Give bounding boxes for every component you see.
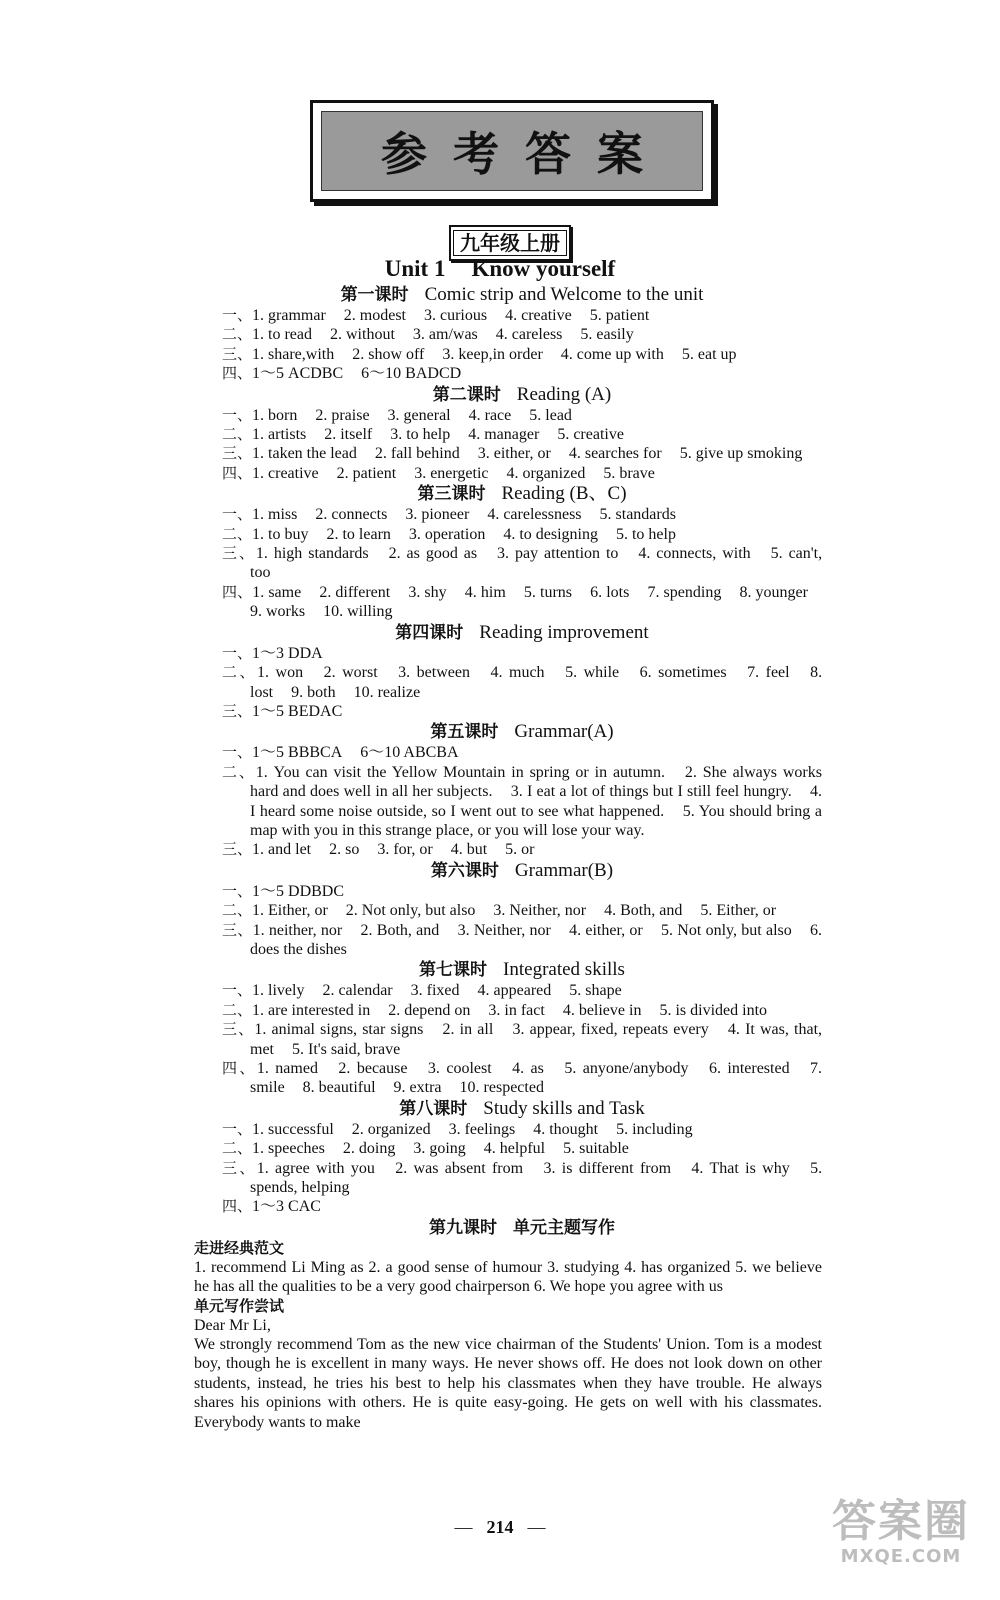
answer-item: 2. depend on — [388, 1001, 471, 1019]
answer-item: 4. carelessness — [487, 506, 582, 524]
answer-item: 5. while — [565, 664, 620, 682]
answer-line — [222, 583, 822, 622]
grade-label: 九年级上册 — [453, 230, 567, 256]
question-number: 四、 — [222, 1059, 257, 1077]
answer-item: 4. careless — [495, 326, 563, 344]
answer-item: 9. extra — [393, 1079, 442, 1097]
answer-item: 1～5 ACDBC — [252, 365, 344, 383]
answer-item: 10. willing — [323, 603, 393, 621]
answer-line — [222, 921, 822, 960]
page-title: 参考答案 — [381, 127, 669, 181]
question-number: 三、 — [222, 1020, 255, 1039]
answer-item: 1. miss — [252, 506, 298, 524]
answer-line — [222, 1139, 822, 1158]
answer-content — [194, 284, 823, 1432]
answer-item: 7. feel — [747, 664, 790, 682]
section-lesson: 第五课时 — [430, 722, 499, 743]
answer-line — [222, 763, 822, 841]
question-number: 一、 — [222, 306, 253, 324]
answer-item: 2. connects — [315, 506, 388, 524]
answer-item: 1. grammar — [252, 307, 326, 324]
answer-item: 3. pay attention to — [497, 545, 619, 563]
answer-item: 1. Either, or — [252, 902, 328, 920]
question-number: 四、 — [222, 364, 253, 383]
section-topic: 单元主题写作 — [513, 1217, 615, 1238]
answer-item: 6～10 ABCBA — [360, 744, 459, 762]
answer-item: 5. including — [616, 1120, 693, 1138]
answer-item: 3. am/was — [412, 326, 478, 344]
question-number: 二、 — [222, 901, 253, 920]
answer-line — [222, 1159, 822, 1198]
answer-item: 2. as good as — [388, 545, 478, 563]
answer-item: 1. share,with — [252, 345, 335, 363]
answer-item: 4. thought — [533, 1120, 599, 1138]
answer-item: 5. give up smoking — [679, 445, 803, 463]
answer-item: 4. him — [464, 583, 506, 601]
model-answers: 1. recommend Li Ming as 2. a good sense of humour 3. studying 4. has organized 5. we believe he has all the qualities to be a very good chairperson 6. We hope you agree with us — [194, 1258, 822, 1296]
answer-item: 1. creative — [252, 464, 319, 482]
answer-item: 3. shy — [408, 583, 447, 601]
answer-item: 3. appear, fixed, repeats every — [512, 1021, 709, 1039]
answer-item: 1. and let — [252, 841, 312, 859]
answer-item: 2. was absent from — [395, 1159, 524, 1177]
answer-line — [222, 425, 822, 444]
answer-item: 5. turns — [523, 583, 572, 601]
answer-item: 2. Both, and — [360, 921, 440, 939]
section-topic: Comic strip and Welcome to the unit — [424, 284, 704, 305]
answer-item: 2. fall behind — [374, 445, 460, 463]
answer-line — [222, 981, 822, 1000]
answer-item: 5. shape — [569, 982, 622, 1000]
answer-item: 3. Neither, nor — [457, 921, 551, 939]
answer-item: 1～5 BEDAC — [252, 702, 343, 720]
answer-item: 4. come up with — [560, 345, 664, 363]
answer-item: 3. between — [398, 664, 470, 682]
answer-item: 1～5 DDBDC — [252, 882, 345, 900]
section-heading — [222, 860, 822, 882]
question-number: 三、 — [222, 444, 253, 463]
answer-item: 3. feelings — [448, 1120, 516, 1138]
section-topic: Reading improvement — [479, 621, 649, 643]
answer-item: 2. praise — [315, 406, 370, 424]
answer-item: 1. born — [252, 406, 298, 424]
answer-item: 3. general — [387, 406, 451, 424]
question-number: 二、 — [222, 762, 256, 781]
answer-item: 2. without — [330, 326, 395, 344]
section-heading — [222, 622, 822, 644]
answer-item: 1. You can visit the Yellow Mountain in spring or in autumn. — [255, 763, 665, 781]
answer-line — [222, 663, 822, 702]
section-topic: Reading (B、C) — [501, 483, 627, 505]
answer-item: 2. Not only, but also — [345, 902, 476, 920]
watermark-logo — [832, 1498, 970, 1567]
answer-item: 2. in all — [442, 1021, 494, 1039]
writing-block — [194, 1239, 822, 1432]
section-lesson: 第一课时 — [340, 285, 409, 305]
page-number: — 214 — — [454, 1517, 546, 1537]
answer-item: 2. different — [319, 583, 391, 601]
answer-item: 9. both — [291, 683, 336, 701]
answer-item: 5. It's said, brave — [292, 1040, 401, 1058]
answer-item: 5. Not only, but also — [661, 921, 792, 939]
answer-line — [222, 464, 822, 483]
answer-item: 2. worst — [323, 664, 378, 682]
question-number: 二、 — [222, 1139, 253, 1158]
answer-item: 4. but — [450, 841, 488, 859]
answer-item: 1. animal signs, star signs — [254, 1021, 424, 1039]
question-number: 二、 — [222, 663, 258, 682]
question-number: 二、 — [222, 425, 253, 444]
answer-item: 5. easily — [580, 326, 634, 344]
answer-item: 4. to designing — [503, 525, 598, 543]
answer-item: 5. patient — [589, 307, 650, 324]
answer-item: 1. neither, nor — [252, 921, 343, 939]
question-number: 二、 — [222, 524, 253, 543]
answer-item: 5. brave — [603, 464, 655, 482]
answer-item: 2. doing — [342, 1140, 396, 1158]
answer-item: 3. operation — [408, 525, 486, 543]
answer-item: 3. energetic — [414, 464, 489, 482]
answer-item: 1. won — [257, 664, 304, 682]
answer-item: 4. I heard some noise outside, so I went out to see what happened. — [250, 783, 823, 820]
question-number: 一、 — [222, 505, 253, 524]
answer-item: 4. helpful — [483, 1140, 546, 1158]
unit-number: Unit 1 — [384, 256, 446, 281]
section-heading — [222, 384, 822, 406]
answer-item: 3. coolest — [427, 1060, 492, 1077]
question-number: 四、 — [222, 582, 253, 601]
answer-item: 2. modest — [343, 307, 406, 324]
section-topic: Integrated skills — [503, 959, 625, 981]
question-number: 三、 — [222, 344, 253, 363]
question-number: 一、 — [222, 643, 253, 662]
answer-line — [222, 306, 822, 325]
answer-item: 5. standards — [599, 506, 676, 524]
answer-line — [222, 1120, 822, 1139]
page-number-text: 214 — [486, 1517, 514, 1537]
answer-item: 7. spending — [647, 583, 722, 601]
answer-item: 1. to read — [252, 326, 312, 344]
answer-item: 4. as — [512, 1060, 544, 1077]
answer-item: 4. either, or — [569, 921, 643, 939]
answer-item: 3. curious — [423, 307, 488, 324]
subheading-practice: 单元写作尝试 — [194, 1296, 285, 1315]
question-number: 三、 — [222, 1158, 257, 1177]
section-lesson: 第四课时 — [395, 622, 464, 643]
answer-item: 4. believe in — [562, 1001, 642, 1019]
answer-item: 2. so — [329, 841, 360, 859]
answer-item: 2. itself — [324, 426, 373, 444]
answer-line — [222, 901, 822, 920]
answer-item: 1. agree with you — [256, 1159, 375, 1177]
answer-item: 3. keep,in order — [442, 345, 543, 363]
answer-line — [222, 444, 822, 463]
answer-item: 1～3 CAC — [252, 1198, 321, 1216]
answer-item: 1. artists — [252, 426, 307, 444]
answer-item: 2. because — [338, 1060, 408, 1077]
answer-item: 1. to buy — [252, 525, 309, 543]
answer-item: 5. is divided into — [659, 1001, 768, 1019]
question-number: 二、 — [222, 325, 253, 344]
answer-item: 3. pioneer — [405, 506, 470, 524]
question-number: 三、 — [222, 840, 253, 859]
answer-item: 2. She always works hard and does well in all her subjects. — [250, 763, 822, 801]
section-heading — [222, 1098, 822, 1120]
answer-item: 1. are interested in — [252, 1001, 371, 1019]
answer-line — [222, 325, 822, 344]
answer-item: 6. does the dishes — [250, 921, 823, 958]
section-heading — [222, 284, 822, 306]
answer-item: 6. sometimes — [639, 664, 727, 682]
question-number: 一、 — [222, 881, 253, 900]
answer-item: 5. or — [505, 841, 535, 859]
answer-item: 1. lively — [252, 982, 305, 1000]
answer-item: 4. It was, that, met — [250, 1021, 823, 1058]
answer-item: 3. going — [413, 1140, 466, 1158]
answer-line — [222, 525, 822, 544]
answer-item: 4. searches for — [568, 445, 662, 463]
answer-line — [222, 544, 822, 583]
answer-item: 8. younger — [739, 583, 808, 601]
answer-line — [222, 345, 822, 364]
answer-item: 3. Neither, nor — [493, 902, 587, 920]
answer-item: 1. successful — [252, 1120, 334, 1138]
answer-item: 5. can't, too — [250, 545, 823, 582]
question-number: 一、 — [222, 743, 253, 762]
answer-item: 5. creative — [557, 426, 624, 444]
answer-item: 3. I eat a lot of things but I still feel hungry. — [510, 783, 792, 801]
answer-item: 8. beautiful — [302, 1079, 376, 1097]
answer-item: 4. connects, with — [638, 545, 751, 563]
answer-line — [222, 882, 822, 901]
section-lesson: 第三课时 — [417, 484, 486, 505]
subheading-model: 走进经典范文 — [194, 1238, 285, 1257]
answer-item: 2. patient — [336, 464, 397, 482]
title-banner — [321, 111, 703, 191]
answer-item: 1. high standards — [255, 545, 369, 563]
answer-item: 3. in fact — [488, 1001, 545, 1019]
letter-greeting: Dear Mr Li, — [194, 1316, 271, 1334]
answer-item: 5. spends, helping — [250, 1159, 823, 1197]
section-lesson: 第九课时 — [429, 1217, 497, 1238]
answer-item: 4. much — [490, 664, 545, 682]
answer-item: 3. fixed — [410, 982, 460, 1000]
answer-item: 5. suitable — [563, 1140, 629, 1158]
question-number: 四、 — [222, 1197, 253, 1216]
answer-item: 4. organized — [506, 464, 586, 482]
watermark-big: 答案圈 — [832, 1496, 970, 1547]
answer-item: 1～3 DDA — [252, 644, 323, 662]
question-number: 三、 — [222, 920, 253, 939]
answer-item: 4. Both, and — [604, 902, 683, 920]
answer-item: 3. either, or — [477, 445, 551, 463]
section-heading — [222, 1217, 822, 1239]
answer-line — [222, 644, 822, 663]
answer-item: 10. respected — [459, 1079, 544, 1097]
section-lesson: 第二课时 — [432, 384, 501, 405]
answer-item: 4. appeared — [477, 982, 552, 1000]
answer-line — [222, 406, 822, 425]
answer-item: 5. eat up — [681, 345, 737, 363]
answer-item: 8. lost — [250, 664, 823, 701]
answer-item: 3. is different from — [543, 1159, 672, 1177]
section-topic: Grammar(A) — [514, 721, 614, 743]
answer-item: 9. works — [250, 603, 306, 621]
section-topic: Reading (A) — [516, 383, 612, 405]
answer-line — [222, 743, 822, 762]
watermark-small: MXQE.COM — [840, 1546, 962, 1567]
answer-item: 3. to help — [390, 426, 451, 444]
answer-item: 4. manager — [468, 426, 540, 444]
answer-item: 2. organized — [351, 1120, 431, 1138]
answer-item: 1. taken the lead — [252, 445, 357, 463]
answer-item: 6. interested — [708, 1060, 790, 1077]
letter-body: We strongly recommend Tom as the new vice chairman of the Students' Union. Tom is a modest boy, though he is excellent in many ways. He never shows off. He does not look down on other students, instead, he tries his best to help his classmates when they have trouble. He always shares his opinions with others. He is quite easy-going. He gets on well with his classmates. Everybody wants to make — [194, 1336, 822, 1431]
answer-item: 5. Either, or — [700, 902, 777, 920]
answer-item: 1. named — [256, 1060, 318, 1077]
answer-line — [222, 1197, 822, 1216]
answer-item: 4. creative — [505, 307, 572, 324]
section-heading — [222, 959, 822, 981]
question-number: 三、 — [222, 701, 253, 720]
answer-item: 1. speeches — [252, 1140, 325, 1158]
answer-line — [222, 840, 822, 859]
title-box — [310, 100, 714, 202]
section-lesson: 第七课时 — [419, 960, 488, 981]
answer-line — [222, 1020, 822, 1059]
answer-line — [222, 505, 822, 524]
answer-line — [222, 364, 822, 383]
answer-item: 5. anyone/anybody — [564, 1060, 689, 1077]
answer-line — [222, 1059, 822, 1098]
unit-title — [0, 255, 1000, 283]
question-number: 四、 — [222, 463, 253, 482]
section-topic: Grammar(B) — [514, 859, 614, 881]
section-topic: Study skills and Task — [483, 1097, 645, 1119]
answer-item: 6～10 BADCD — [361, 365, 462, 383]
question-number: 一、 — [222, 1119, 253, 1138]
section-heading — [222, 721, 822, 743]
question-number: 一、 — [222, 405, 253, 424]
answer-item: 5. You should bring a map with you in this strange place, or you will lose your way. — [250, 802, 822, 839]
section-lesson: 第六课时 — [430, 860, 499, 881]
question-number: 一、 — [222, 981, 253, 1000]
answer-item: 3. for, or — [377, 841, 433, 859]
answer-item: 1. same — [252, 583, 302, 601]
answer-item: 5. lead — [529, 406, 572, 424]
unit-name: Know yourself — [471, 256, 616, 281]
answer-item: 5. to help — [615, 525, 676, 543]
answer-item: 10. realize — [353, 683, 421, 701]
answer-item: 2. to learn — [326, 525, 391, 543]
question-number: 三、 — [222, 544, 256, 563]
question-number: 二、 — [222, 1000, 253, 1019]
answer-item: 4. race — [468, 406, 512, 424]
section-lesson: 第八课时 — [399, 1098, 468, 1119]
answer-line — [222, 1001, 822, 1020]
answer-item: 6. lots — [590, 583, 630, 601]
answer-line — [222, 702, 822, 721]
section-heading — [222, 483, 822, 505]
answer-item: 7. smile — [250, 1060, 823, 1097]
answer-item: 2. calendar — [322, 982, 393, 1000]
answer-item: 1～5 BBBCA — [252, 744, 343, 762]
answer-item: 4. That is why — [691, 1159, 790, 1177]
answer-item: 2. show off — [352, 345, 425, 363]
